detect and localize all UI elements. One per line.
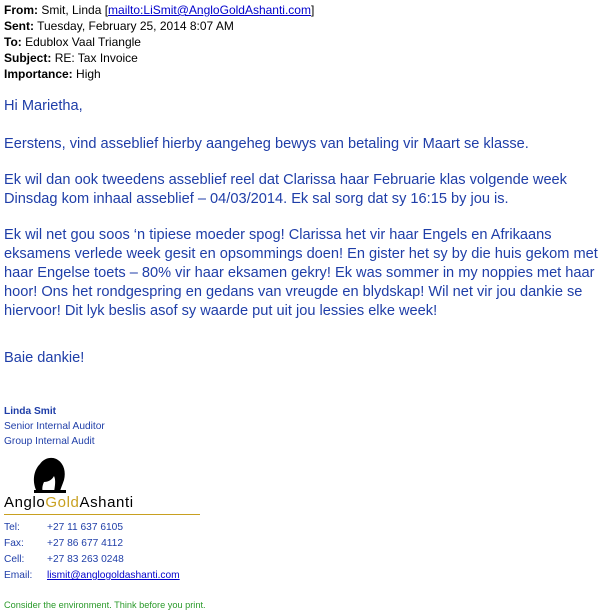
fax-value: +27 86 677 4112 <box>47 538 124 549</box>
to-label: To: <box>4 35 22 49</box>
to-value: Edublox Vaal Triangle <box>25 35 141 49</box>
importance-line <box>4 66 101 82</box>
from-email-link[interactable]: mailto:LiSmit@AngloGoldAshanti.com <box>108 3 311 17</box>
from-line <box>4 2 314 18</box>
from-bracket: ] <box>310 3 315 17</box>
tel-value: +27 11 637 6105 <box>47 522 124 533</box>
from-label: From: <box>4 3 38 17</box>
cell-value: +27 83 263 0248 <box>47 554 124 565</box>
fax-label: Fax: <box>4 538 24 549</box>
email-link[interactable]: lismit@anglogoldashanti.com <box>47 570 180 581</box>
signature-title: Senior Internal Auditor <box>4 421 105 432</box>
logo-word-gold: Gold <box>45 494 80 511</box>
message-body <box>4 97 610 116</box>
message-paragraph-2 <box>4 171 610 209</box>
contact-email <box>4 568 180 584</box>
contact-tel <box>4 520 180 536</box>
closing-text: Baie dankie! <box>4 350 85 366</box>
email-label: Email: <box>4 570 33 581</box>
sent-label: Sent: <box>4 19 34 33</box>
importance-value: High <box>76 67 101 81</box>
environment-notice: Consider the environment. Think before you print. <box>4 600 206 610</box>
subject-value: RE: Tax Invoice <box>54 51 138 65</box>
signature-block <box>4 404 105 449</box>
logo-word-anglo: Anglo <box>4 494 46 511</box>
contact-cell <box>4 552 180 568</box>
message-paragraph-3 <box>4 226 610 321</box>
paragraph-1-text: Eerstens, vind asseblief hierby aangeheg bewys van betaling vir Maart se klasse. <box>4 136 529 152</box>
cell-label: Cell: <box>4 554 25 565</box>
sent-value: Tuesday, February 25, 2014 8:07 AM <box>37 19 234 33</box>
to-line <box>4 34 141 50</box>
message-closing <box>4 349 610 368</box>
paragraph-3-text: Ek wil net gou soos ‘n tipiese moeder spog! Clarissa het vir haar Engels en Afrikaans eksamens verlede week gesit en opsommings doen! En gister het sy by die huis gekom met haar Engelse toets – 80% vir haar eksamen gekry! Ek was sommer in my noppies met haar hoor! Ons het rondgespring en gedans van vreugde en blydskap! Wil net vir jou dankie se hiervoor! Dit lyk beslis asof sy waarde put uit jou lessies elke week! <box>4 227 598 319</box>
logo-underline <box>4 514 200 515</box>
from-name: Smit, Linda [ <box>41 3 109 17</box>
message-paragraph-1 <box>4 135 610 154</box>
signature-name: Linda Smit <box>4 406 57 417</box>
signature-department: Group Internal Audit <box>4 436 95 447</box>
greeting: Hi Marietha, <box>4 98 83 114</box>
logo-word-ashanti: Ashanti <box>79 494 134 511</box>
subject-line <box>4 50 138 66</box>
contact-fax <box>4 536 180 552</box>
importance-label: Importance: <box>4 67 73 81</box>
sent-line <box>4 18 234 34</box>
subject-label: Subject: <box>4 51 52 65</box>
lion-icon <box>14 450 84 494</box>
company-logo <box>4 450 204 518</box>
paragraph-2-text: Ek wil dan ook tweedens asseblief reel dat Clarissa haar Februarie klas volgende week Dinsdag kom inhaal asseblief – 04/03/2014. Ek sal sorg dat sy 16:15 by jou is. <box>4 172 567 207</box>
contact-block <box>4 520 180 584</box>
logo-wordmark <box>4 494 134 511</box>
tel-label: Tel: <box>4 522 20 533</box>
